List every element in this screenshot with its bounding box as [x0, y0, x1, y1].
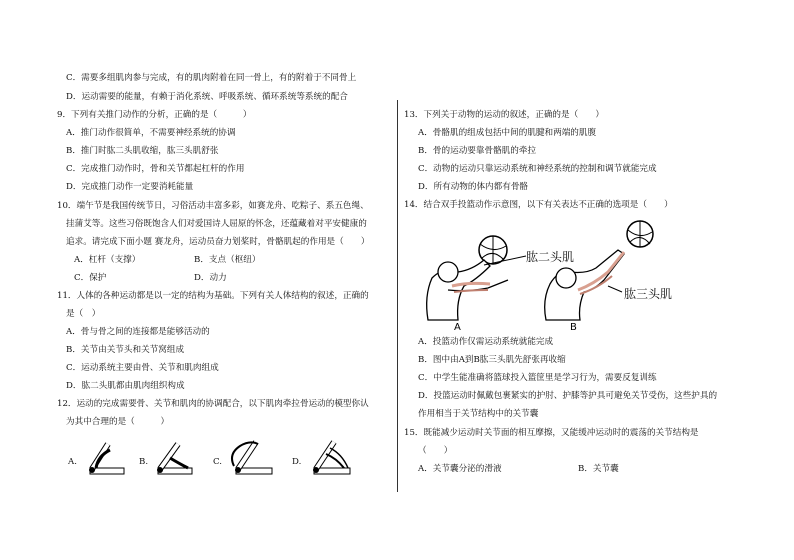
- q9-option-b: B．推门时肱二头肌收缩，肱三头肌舒张: [66, 146, 219, 156]
- q15-option-b: B．关节囊: [578, 464, 619, 474]
- q9-option-a: A．推门动作很简单，不需要神经系统的协调: [66, 128, 236, 138]
- q14-option-d-line1: D．投篮运动时佩戴包裹紧实的护肘、护膝等护具可避免关节受伤，这些护具的: [418, 391, 718, 401]
- q10-stem-line1: 10．端午节是我国传统节日，习俗活动丰富多彩，如赛龙舟、吃粽子、系五色绳、: [57, 201, 369, 211]
- q12-option-d: D.: [292, 457, 302, 467]
- q13-stem: 13．下列关于动物的运动的叙述，正确的是（ ）: [404, 110, 604, 120]
- muscle-bone-model-c: [226, 436, 276, 480]
- q11-option-d: D．肱二头肌都由肌肉组织构成: [66, 381, 185, 391]
- q15-stem-line2: （ ）: [418, 446, 453, 456]
- q9-stem: 9．下列有关推门动作的分析，正确的是（ ）: [57, 110, 252, 120]
- q11-stem-line2: 是（ ）: [66, 309, 101, 319]
- q11-option-a: A．骨与骨之间的连接都是能够活动的: [66, 327, 210, 337]
- q10-stem-line2: 挂蒲艾等。这些习俗既饱含人们对爱国诗人屈原的怀念，还蕴藏着对平安健康的: [66, 219, 367, 229]
- q12-option-c: C.: [213, 457, 223, 467]
- q13-option-b: B．骨的运动要靠骨骼肌的牵拉: [418, 146, 537, 156]
- q10-option-b: B．支点（枢纽）: [194, 255, 261, 265]
- column-divider: [397, 100, 398, 492]
- q11-option-b: B．关节由关节头和关节窝组成: [66, 345, 185, 355]
- q10-option-c: C．保护: [74, 273, 107, 283]
- q10-option-d: D．动力: [194, 273, 227, 283]
- q10-option-a: A．杠杆（支撑）: [74, 255, 141, 265]
- muscle-bone-model-a: [82, 438, 128, 480]
- muscle-bone-model-b: [150, 438, 196, 480]
- biceps-label: 肱二头肌: [526, 250, 575, 264]
- q14-option-b: B．图中由A到B肱三头肌先舒张再收缩: [418, 355, 566, 365]
- q11-stem-line1: 11．人体的各种运动都是以一定的结构为基础。下列有关人体结构的叙述，正确的: [57, 291, 369, 301]
- q11-option-c: C．运动系统主要由骨、关节和肌肉组成: [66, 363, 219, 373]
- figure-label-b: B: [570, 322, 577, 332]
- q15-option-a: A．关节囊分泌的滑液: [418, 464, 502, 474]
- q14-option-a: A．投篮动作仅需运动系统就能完成: [418, 337, 554, 347]
- muscle-bone-model-d: [304, 436, 354, 480]
- q15-stem-line1: 15．既能减少运动时关节面的相互摩擦，又能缓冲运动时的震荡的关节结构是: [404, 428, 699, 438]
- basketball-shot-figure: [418, 220, 688, 332]
- q12-stem-line2: 为其中合理的是（ ）: [66, 417, 170, 427]
- q14-stem: 14．结合双手投篮动作示意图，以下有关表达不正确的选项是（ ）: [404, 200, 673, 210]
- q13-option-a: A．骨骼肌的组成包括中间的肌腱和两端的肌腹: [418, 128, 597, 138]
- q12-option-b: B.: [139, 457, 149, 467]
- triceps-label: 肱三头肌: [624, 287, 673, 301]
- q13-option-c: C．动物的运动只靠运动系统和神经系统的控制和调节就能完成: [418, 164, 657, 174]
- q8-option-c: C．需要多组肌肉参与完成，有的肌肉附着在同一骨上，有的附着于不同骨上: [66, 73, 357, 83]
- q13-option-d: D．所有动物的体内都有骨骼: [418, 182, 529, 192]
- q8-option-d: D．运动需要的能量，有赖于消化系统、呼吸系统、循环系统等系统的配合: [66, 92, 348, 102]
- q12-option-a: A.: [68, 457, 77, 467]
- q14-option-d-line2: 作用相当于关节结构中的关节囊: [418, 409, 539, 419]
- q14-option-c: C．中学生能准确将篮球投入篮筐里是学习行为，需要反复训练: [418, 373, 657, 383]
- q10-stem-line3: 追求。请完成下面小题 赛龙舟，运动员奋力划桨时，骨骼肌起的作用是（ ）: [66, 237, 370, 247]
- q9-option-c: C．完成推门动作时，骨和关节都起杠杆的作用: [66, 164, 245, 174]
- q9-option-d: D．完成推门动作一定要消耗能量: [66, 182, 194, 192]
- q12-stem-line1: 12．运动的完成需要骨、关节和肌肉的协调配合，以下肌肉牵拉骨运动的模型你认: [57, 399, 369, 409]
- figure-label-a: A: [454, 322, 461, 332]
